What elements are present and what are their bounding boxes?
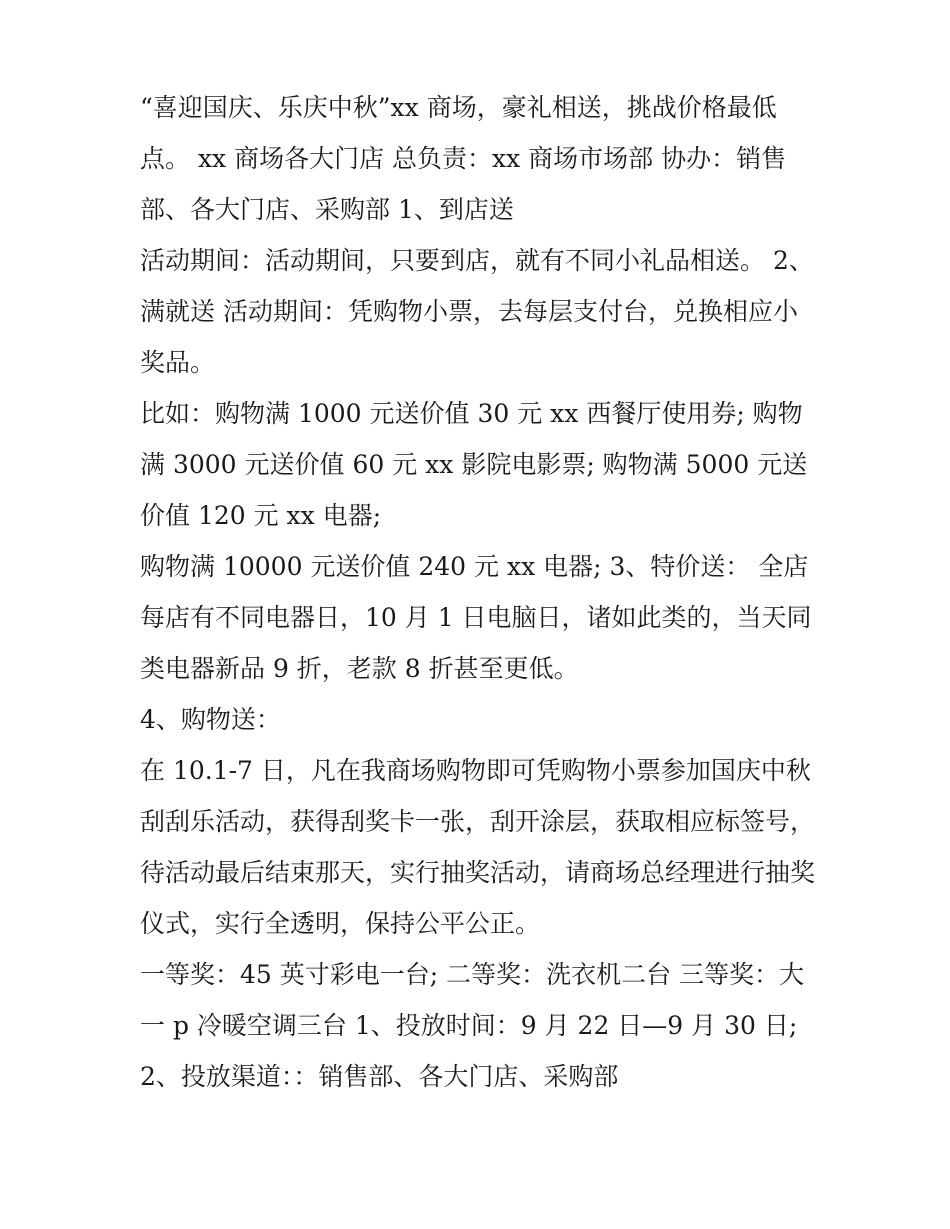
paragraph-store-gift: 活动期间：活动期间，只要到店，就有不同小礼品相送。 2、满就送 活动期间：凭购物小票，去每层支付台，兑换相应小奖品。 — [140, 246, 814, 377]
paragraph-gift-examples: 比如：购物满 1000 元送价值 30 元 xx 西餐厅使用券; 购物满 3000 元送价值 60 元 xx 影院电影票; 购物满 5000 元送价值 120 元 xx 电器; — [140, 399, 808, 530]
paragraph-intro: “喜迎国庆、乐庆中秋”xx 商场，豪礼相送，挑战价格最低点。 xx 商场各大门店 总负责：xx 商场市场部 协办：销售部、各大门店、采购部 1、到店送 — [140, 93, 787, 224]
paragraph-scratch-card: 在 10.1-7 日，凡在我商场购物即可凭购物小票参加国庆中秋刮刮乐活动，获得刮奖卡一张，刮开涂层，获取相应标签号，待活动最后结束那天，实行抽奖活动，请商场总经理进行抽奖仪式，实行全透明，保持公平公正。 — [140, 756, 816, 938]
paragraph-prizes: 一等奖：45 英寸彩电一台; 二等奖：洗衣机二台 三等奖：大一 p 冷暖空调三台 1、投放时间：9 月 22 日—9 月 30 日; 2、投放渠道：：销售部、各大门店、采购部 — [140, 960, 805, 1091]
paragraph-special-price: 购物满 10000 元送价值 240 元 xx 电器; 3、特价送： 全店每店有不同电器日，10 月 1 日电脑日，诸如此类的，当天同类电器新品 9 折，老款 8 折甚至更低。 — [140, 552, 812, 683]
paragraph-shopping-gift-heading: 4、购物送： — [140, 705, 281, 734]
document-page — [140, 82, 815, 1102]
